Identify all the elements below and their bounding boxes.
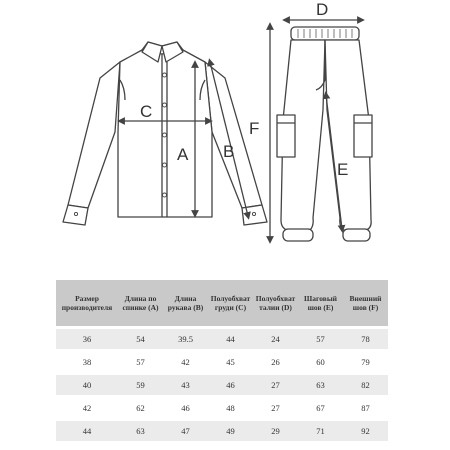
- table-cell: 45: [208, 351, 253, 374]
- size-table: [56, 280, 387, 444]
- table-cell: 42: [56, 397, 118, 420]
- header-chest: Полуобхват груди (C): [208, 280, 253, 328]
- table-cell: 67: [298, 397, 343, 420]
- table-cell: 48: [208, 397, 253, 420]
- table-cell: 39.5: [163, 328, 208, 351]
- label-e: E: [337, 160, 349, 179]
- table-cell: 42: [163, 351, 208, 374]
- table-cell: 47: [163, 420, 208, 443]
- table-cell: 59: [118, 374, 163, 397]
- table-cell: 27: [253, 374, 298, 397]
- table-cell: 63: [118, 420, 163, 443]
- table-header-row: [56, 280, 388, 328]
- table-cell: 27: [253, 397, 298, 420]
- header-back-length: Длина по спинке (A): [118, 280, 163, 328]
- table-cell: 24: [253, 328, 298, 351]
- label-b: B: [223, 142, 235, 161]
- table-cell: 79: [343, 351, 388, 374]
- table-cell: 82: [343, 374, 388, 397]
- table-cell: 78: [343, 328, 388, 351]
- table-cell: 40: [56, 374, 118, 397]
- table-cell: 46: [163, 397, 208, 420]
- table-cell: 63: [298, 374, 343, 397]
- table-row: [56, 374, 388, 397]
- table-cell: 38: [56, 351, 118, 374]
- table-cell: 57: [118, 351, 163, 374]
- table-cell: 29: [253, 420, 298, 443]
- table-cell: 49: [208, 420, 253, 443]
- table-cell: 57: [298, 328, 343, 351]
- table-cell: 87: [343, 397, 388, 420]
- label-a: A: [177, 145, 189, 164]
- header-size: Размер производителя: [56, 280, 118, 328]
- label-f: F: [249, 119, 260, 138]
- table-cell: 44: [208, 328, 253, 351]
- table-cell: 43: [163, 374, 208, 397]
- table-row: [56, 420, 388, 443]
- table-cell: 60: [298, 351, 343, 374]
- table-row: [56, 351, 388, 374]
- table-row: [56, 397, 388, 420]
- table-cell: 36: [56, 328, 118, 351]
- table-cell: 46: [208, 374, 253, 397]
- table-cell: 92: [343, 420, 388, 443]
- label-c: C: [140, 102, 153, 121]
- table-cell: 44: [56, 420, 118, 443]
- table-row: [56, 328, 388, 351]
- table-cell: 62: [118, 397, 163, 420]
- header-waist: Полуобхват талии (D): [253, 280, 298, 328]
- table-cell: 26: [253, 351, 298, 374]
- header-sleeve-length: Длина рукава (B): [163, 280, 208, 328]
- label-d: D: [316, 0, 329, 19]
- header-inseam: Шаговый шов (E): [298, 280, 343, 328]
- pants-drawing: [277, 27, 372, 241]
- header-outseam: Внешний шов (F): [343, 280, 388, 328]
- table-cell: 71: [298, 420, 343, 443]
- table-cell: 54: [118, 328, 163, 351]
